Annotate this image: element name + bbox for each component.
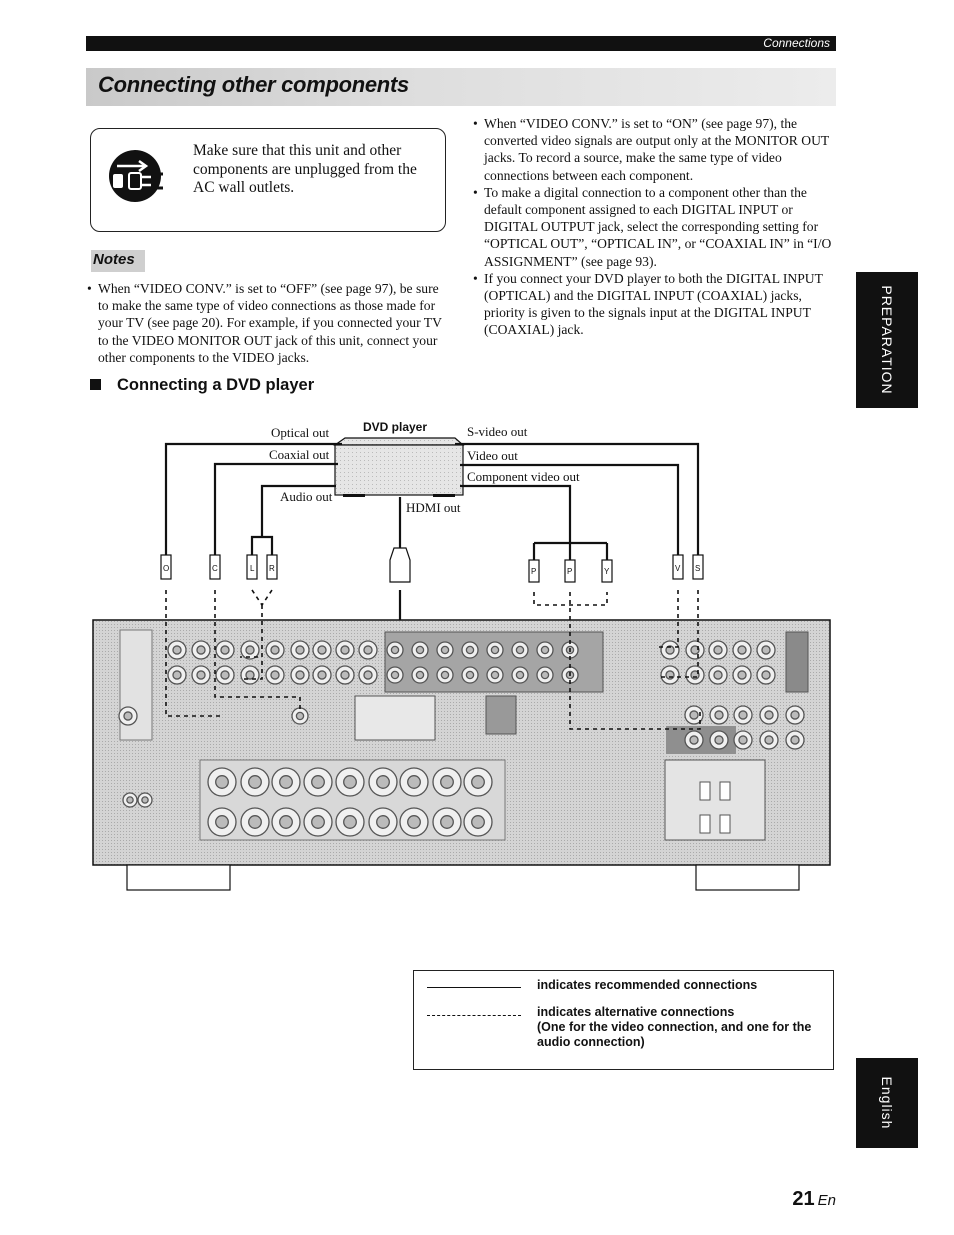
jack (408, 816, 421, 829)
jack (391, 646, 398, 653)
jack (791, 736, 799, 744)
jack (312, 776, 325, 789)
jack (249, 776, 262, 789)
jack (124, 712, 132, 720)
jack (296, 646, 304, 654)
jack (197, 646, 205, 654)
video-out-label: Video out (467, 448, 518, 463)
jack (280, 776, 293, 789)
jack (246, 646, 254, 654)
tab-preparation: PREPARATION (856, 272, 918, 408)
jack (472, 816, 485, 829)
plug-label: L (250, 564, 255, 573)
jack (296, 671, 304, 679)
jack (364, 646, 372, 654)
jack (344, 816, 357, 829)
jack (318, 646, 326, 654)
legend-solid-line (427, 987, 521, 988)
legend-dashed-line (427, 1015, 521, 1016)
jack (318, 671, 326, 679)
jack (249, 816, 262, 829)
jack (715, 736, 723, 744)
jack (441, 776, 454, 789)
jack (791, 711, 799, 719)
jack (714, 671, 722, 679)
jack (246, 671, 254, 679)
hdmi-out-label: HDMI out (406, 500, 461, 515)
jack (216, 816, 229, 829)
jack (765, 736, 773, 744)
jack (280, 816, 293, 829)
jack (491, 671, 498, 678)
jack (491, 646, 498, 653)
jack (441, 646, 448, 653)
page-number: 21 En (792, 1188, 836, 1210)
plug-label: V (675, 564, 681, 573)
legend-box (413, 970, 834, 1070)
jack (364, 671, 372, 679)
dvd-player-label: DVD player (363, 420, 428, 434)
plug-label: P (531, 567, 537, 576)
plug-label: P (567, 567, 573, 576)
jack (296, 712, 303, 719)
warning-text: Make sure that this unit and other components are unplugged from the AC wall outlets. (193, 142, 417, 196)
jack (127, 797, 133, 803)
tab-english: English (856, 1058, 918, 1148)
jack (271, 646, 279, 654)
jack (197, 671, 205, 679)
jack (441, 816, 454, 829)
jack (221, 671, 229, 679)
audio-out-label: Audio out (280, 489, 333, 504)
note-item: • If you connect your DVD player to both the DIGITAL INPUT (OPTICAL) and the DIGITAL INPUT (COAXIAL) jacks, priority is given to the signals input at the DIGITAL INPUT (COAXIAL) jack. (473, 270, 838, 339)
jack (516, 671, 523, 678)
jack (416, 671, 423, 678)
jack (690, 711, 698, 719)
jack (466, 646, 473, 653)
jack (271, 671, 279, 679)
jack (341, 646, 349, 654)
page-title: Connecting other components (98, 72, 409, 97)
jack (341, 671, 349, 679)
jack (142, 797, 148, 803)
legend-dashed-note: (One for the video connection, and one for the audio connection) (537, 1020, 812, 1049)
jack (739, 736, 747, 744)
jack (377, 776, 390, 789)
jack (739, 711, 747, 719)
note-item: • When “VIDEO CONV.” is set to “OFF” (see page 97), be sure to make the same type of video connections as those made for your TV (see page 20). For example, if you connected your TV to the VIDEO MONITOR OUT jack of this unit, connect your other components to the VIDEO jacks. (87, 280, 449, 366)
plug-label: R (269, 564, 275, 573)
legend-dashed-text: indicates alternative connections (537, 1005, 735, 1019)
jack (762, 646, 770, 654)
jack (765, 711, 773, 719)
jack (173, 646, 181, 654)
jack (312, 816, 325, 829)
component-out-label: Component video out (467, 469, 580, 484)
jack (344, 776, 357, 789)
coaxial-out-label: Coaxial out (269, 447, 330, 462)
jack (516, 646, 523, 653)
jack (441, 671, 448, 678)
svideo-out-label: S-video out (467, 424, 528, 439)
jack (738, 646, 746, 654)
jack (466, 671, 473, 678)
plug-label: O (163, 564, 170, 573)
jack (762, 671, 770, 679)
dvd-player (335, 438, 463, 497)
jack (738, 671, 746, 679)
receiver-rear-panel (93, 620, 830, 890)
note-item: • To make a digital connection to a component other than the default component assigned to each DIGITAL INPUT or DIGITAL OUTPUT jack, select the corresponding setting for “OPTICAL OUT”, “OPTICAL IN”, or “COAXIAL IN” in “I/O ASSIGNMENT” (see page 93). (473, 184, 838, 270)
jack (391, 671, 398, 678)
jack (221, 646, 229, 654)
plug-connectors (161, 548, 703, 582)
plug-label: C (212, 564, 218, 573)
jack (690, 736, 698, 744)
notes-label: Notes (91, 250, 145, 272)
legend-solid-text: indicates recommended connections (537, 978, 758, 992)
jack (541, 646, 548, 653)
jack (408, 776, 421, 789)
jack (377, 816, 390, 829)
jack (472, 776, 485, 789)
jack (416, 646, 423, 653)
header-section: Connections (763, 36, 830, 50)
section-heading: Connecting a DVD player (90, 376, 314, 395)
jack (173, 671, 181, 679)
jack (715, 711, 723, 719)
jack (216, 776, 229, 789)
jack (666, 671, 674, 679)
note-item: • When “VIDEO CONV.” is set to “ON” (see page 97), the converted video signals are output only at the MONITOR OUT jacks. To record a source, make the same type of video connections between each component. (473, 115, 838, 184)
jack (714, 646, 722, 654)
optical-out-label: Optical out (271, 425, 330, 440)
plug-label: Y (604, 567, 610, 576)
plug-label: S (695, 564, 701, 573)
jack (541, 671, 548, 678)
